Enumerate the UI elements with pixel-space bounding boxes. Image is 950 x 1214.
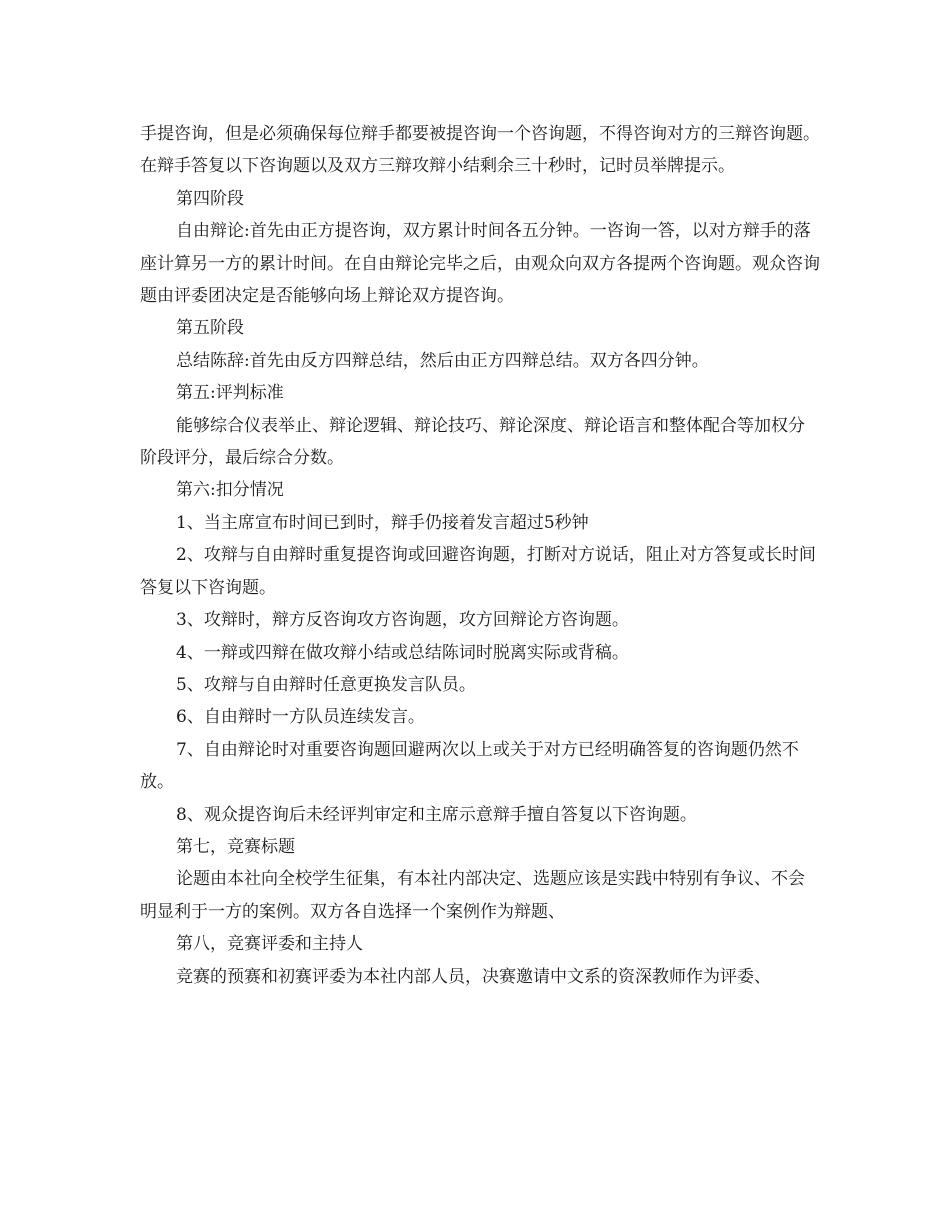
- paragraph-competition-topic: 论题由本社向全校学生征集，有本社内部决定、选题应该是实践中特别有争议、不会明显利于一方的案例。双方各自选择一个案例作为辩题、: [140, 869, 805, 922]
- heading-stage-5: 第五阶段: [176, 318, 244, 339]
- heading-judging-criteria: 第五:评判标准: [176, 383, 284, 404]
- deduction-item-7: 7、自由辩论时对重要咨询题回避两次以上或关于对方已经明确答复的咨询题仍然不放。: [140, 739, 799, 793]
- paragraph-closing-statement: 总结陈辞:首先由反方四辩总结，然后由正方四辩总结。双方各四分钟。: [176, 350, 709, 371]
- heading-judges-and-host: 第八，竞赛评委和主持人: [176, 934, 363, 955]
- deduction-item-5: 5、攻辩与自由辩时任意更换发言队员。: [176, 674, 476, 695]
- paragraph-judges-and-host: 竞赛的预赛和初赛评委为本社内部人员，决赛邀请中文系的资深教师作为评委、: [176, 966, 771, 987]
- paragraph-1: 手提咨询，但是必须确保每位辩手都要被提咨询一个咨询题，不得咨询对方的三辩咨询题。在辩手答复以下咨询题以及双方三辩攻辩小结剩余三十秒时，记时员举牌提示。: [140, 124, 820, 177]
- deduction-item-2: 2、攻辩与自由辩时重复提咨询或回避咨询题，打断对方说话，阻止对方答复或长时间答复以下咨询题。: [140, 545, 816, 598]
- deduction-item-3: 3、攻辩时，辩方反咨询攻方咨询题，攻方回辩论方咨询题。: [176, 610, 629, 631]
- document-body: [140, 118, 820, 993]
- deduction-item-6: 6、自由辩时一方队员连续发言。: [176, 707, 425, 728]
- heading-stage-4: 第四阶段: [176, 188, 244, 209]
- paragraph-free-debate: 自由辩论:首先由正方提咨询，双方累计时间各五分钟。一咨询一答，以对方辩手的落座计算另一方的累计时间。在自由辩论完毕之后，由观众向双方各提两个咨询题。观众咨询题由评委团决定是否能够向场上辩论双方提咨询。: [140, 221, 820, 307]
- deduction-item-1: 1、当主席宣布时间已到时，辩手仍接着发言超过5秒钟: [176, 512, 589, 533]
- deduction-item-4: 4、一辩或四辩在做攻辩小结或总结陈词时脱离实际或背稿。: [176, 642, 629, 663]
- heading-competition-topic: 第七，竞赛标题: [176, 836, 295, 857]
- heading-deductions: 第六:扣分情况: [176, 480, 284, 501]
- deduction-item-8: 8、观众提咨询后未经评判审定和主席示意辩手擅自答复以下咨询题。: [176, 804, 697, 825]
- paragraph-judging-criteria: 能够综合仪表举止、辩论逻辑、辩论技巧、辩论深度、辩论语言和整体配合等加权分阶段评分，最后综合分数。: [140, 415, 805, 469]
